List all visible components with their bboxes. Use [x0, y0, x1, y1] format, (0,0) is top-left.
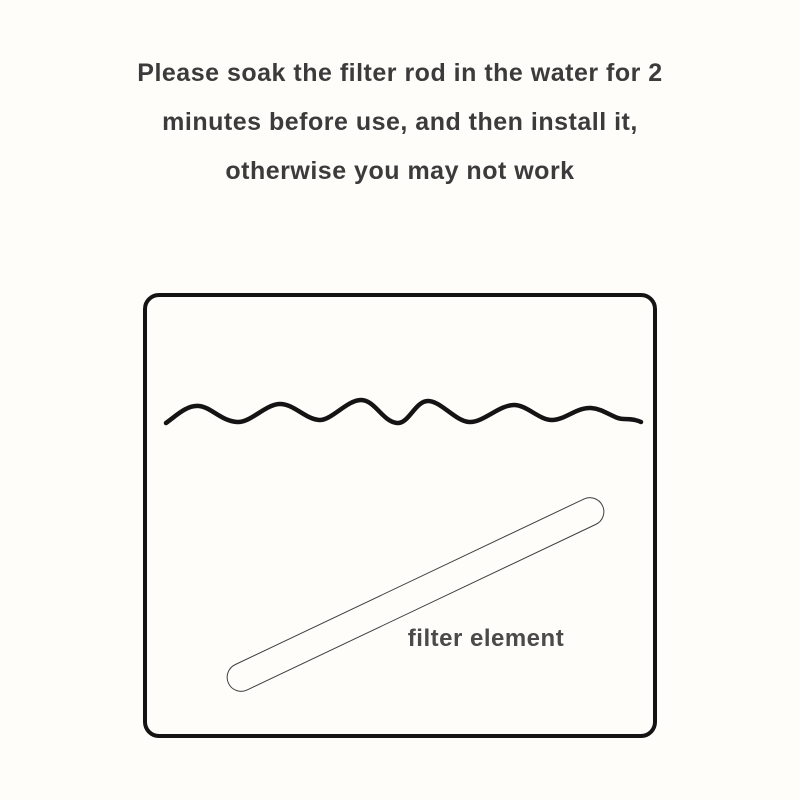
instruction-line-3: otherwise you may not work: [225, 157, 575, 185]
instruction-line-2: minutes before use, and then install it,: [162, 108, 638, 136]
instruction-text-block: [0, 49, 800, 196]
water-container-box: [143, 293, 657, 738]
instruction-line-1: Please soak the filter rod in the water for 2: [137, 59, 663, 87]
filter-rod-shape: [222, 492, 609, 696]
filter-element-label: filter element: [407, 625, 565, 652]
